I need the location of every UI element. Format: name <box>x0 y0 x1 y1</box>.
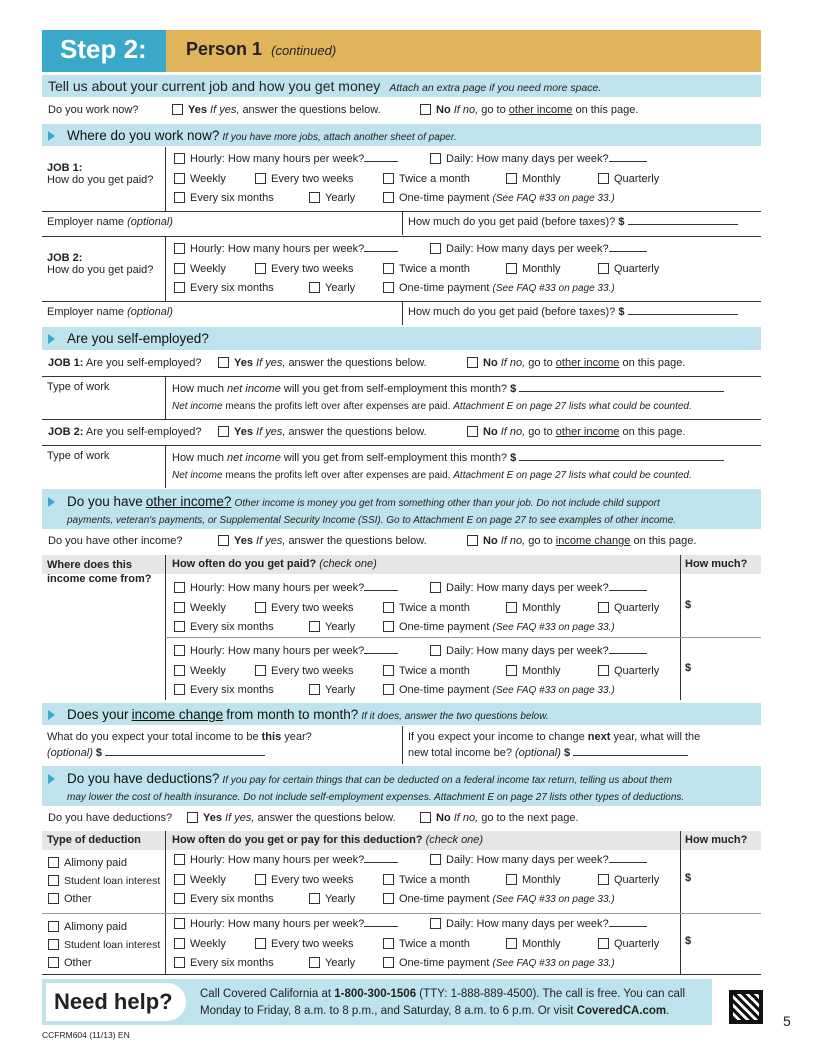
frequency-option[interactable]: Every two weeks <box>255 874 354 886</box>
checkbox[interactable] <box>218 426 229 437</box>
checkbox[interactable] <box>506 263 517 274</box>
checkbox[interactable] <box>430 645 441 656</box>
checkbox[interactable] <box>383 938 394 949</box>
frequency-option[interactable]: One-time payment (See FAQ #33 on page 33.) <box>383 282 615 294</box>
checkbox[interactable] <box>467 535 478 546</box>
frequency-option[interactable]: Yearly <box>309 621 355 633</box>
income-change-title: Does your income change from month to month? If it does, answer the two questions below. <box>42 703 761 725</box>
checkbox[interactable] <box>383 893 394 904</box>
frequency-option[interactable]: No If no, go to income change on this page. <box>467 535 696 547</box>
checkbox[interactable] <box>174 243 185 254</box>
frequency-option[interactable]: Monthly <box>506 665 561 677</box>
income-change-row: What do you expect your total income to be this year? (optional) $ If you expect your income to change next year, what will the new total income be? (optional) $ <box>42 726 761 764</box>
checkbox[interactable] <box>598 173 609 184</box>
frequency-option[interactable]: Yearly <box>309 282 355 294</box>
checkbox[interactable] <box>506 665 517 676</box>
frequency-option[interactable]: No If no, go to other income on this page. <box>467 426 685 438</box>
checkbox[interactable] <box>309 893 320 904</box>
frequency-option[interactable]: One-time payment (See FAQ #33 on page 33.) <box>383 684 615 696</box>
frequency-option[interactable]: Monthly <box>506 938 561 950</box>
frequency-option[interactable]: Quarterly <box>598 602 659 614</box>
frequency-option[interactable]: Twice a month <box>383 173 470 185</box>
frequency-option[interactable]: No If no, go to other income on this page. <box>467 357 685 369</box>
deductions-q: Do you have deductions? Yes If yes, answer the questions below. No If no, go to the next page. <box>48 812 579 824</box>
checkbox[interactable] <box>174 263 185 274</box>
checkbox[interactable] <box>174 173 185 184</box>
frequency-option[interactable]: Quarterly <box>598 263 659 275</box>
frequency-option[interactable]: Weekly <box>174 173 226 185</box>
checkbox[interactable] <box>309 957 320 968</box>
checkbox[interactable] <box>174 874 185 885</box>
help-badge: Need help? <box>46 983 186 1021</box>
frequency-option[interactable]: Every six months <box>174 192 274 204</box>
frequency-option[interactable]: Every six months <box>174 282 274 294</box>
frequency-option[interactable]: Yes If yes, answer the questions below. <box>218 535 427 547</box>
work-no-option[interactable]: No If no, go to other income on this page. <box>420 104 638 116</box>
self-employed-title: Are you self-employed? <box>42 327 761 350</box>
job1-employer-row: Employer name (optional) How much do you get paid (before taxes)? $ <box>42 211 761 235</box>
checkbox[interactable] <box>309 282 320 293</box>
qr-code-icon <box>729 990 763 1024</box>
deductions-title: Do you have deductions? If you pay for certain things that can be deducted on a federal income tax return, telling us about them may lower the cost of health insurance. Do not include self-employment expenses. Attachment E on page 27 lists other types of deductions. <box>42 766 761 806</box>
checkbox[interactable] <box>48 857 59 868</box>
checkbox[interactable] <box>383 173 394 184</box>
frequency-option[interactable]: Hourly: How many hours per week? <box>174 153 398 165</box>
checkbox[interactable] <box>172 104 183 115</box>
frequency-option[interactable]: Daily: How many days per week? <box>430 243 647 255</box>
checkbox[interactable] <box>255 874 266 885</box>
frequency-option[interactable]: Daily: How many days per week? <box>430 854 647 866</box>
checkbox[interactable] <box>174 282 185 293</box>
arrow-icon <box>48 131 55 141</box>
checkbox[interactable] <box>255 173 266 184</box>
checkbox[interactable] <box>420 104 431 115</box>
help-bar: Need help? Call Covered California at 1-800-300-1506 (TTY: 1-888-889-4500). The call is free. You can call Monday to Friday, 8 a.m. to 8 p.m., and Saturday, 8 a.m. to 6 p.m. Or visit CoveredCA.com. <box>42 979 712 1025</box>
frequency-option[interactable]: Yes If yes, answer the questions below. <box>218 357 427 369</box>
frequency-option[interactable]: Monthly <box>506 602 561 614</box>
frequency-option[interactable]: Yes If yes, answer the questions below. <box>187 812 396 824</box>
checkbox[interactable] <box>48 921 59 932</box>
checkbox[interactable] <box>48 939 59 950</box>
frequency-option[interactable]: Every two weeks <box>255 938 354 950</box>
frequency-option[interactable]: Daily: How many days per week? <box>430 153 647 165</box>
job2-block: JOB 2: How do you get paid? Hourly: How many hours per week? Daily: How many days per week? Weekly Every two weeks Twice a month Monthly Quarterly Every six months Yearly One-time payment (See FAQ #33 on page 33.) <box>42 237 761 301</box>
frequency-option[interactable]: Yes If yes, answer the questions below. <box>218 426 427 438</box>
checkbox[interactable] <box>174 957 185 968</box>
frequency-option[interactable]: Twice a month <box>383 665 470 677</box>
checkbox[interactable] <box>174 938 185 949</box>
frequency-option[interactable]: Hourly: How many hours per week? <box>174 243 398 255</box>
frequency-option[interactable]: Quarterly <box>598 938 659 950</box>
checkbox[interactable] <box>218 535 229 546</box>
frequency-option[interactable]: Hourly: How many hours per week? <box>174 582 398 594</box>
frequency-option[interactable]: One-time payment (See FAQ #33 on page 33.) <box>383 621 615 633</box>
checkbox[interactable] <box>48 875 59 886</box>
frequency-option[interactable]: Twice a month <box>383 263 470 275</box>
frequency-option[interactable]: Weekly <box>174 874 226 886</box>
continued-label: (continued) <box>271 43 337 58</box>
checkbox[interactable] <box>218 357 229 368</box>
checkbox[interactable] <box>174 854 185 865</box>
frequency-option[interactable]: Weekly <box>174 938 226 950</box>
frequency-option[interactable]: Monthly <box>506 874 561 886</box>
checkbox[interactable] <box>383 957 394 968</box>
checkbox[interactable] <box>383 263 394 274</box>
job-section-title: Tell us about your current job and how you get money Attach an extra page if you need more space. <box>42 75 761 97</box>
checkbox[interactable] <box>430 918 441 929</box>
checkbox[interactable] <box>383 192 394 203</box>
checkbox[interactable] <box>467 426 478 437</box>
frequency-option[interactable]: Yearly <box>309 684 355 696</box>
job1-block: JOB 1: How do you get paid? Hourly: How many hours per week? Daily: How many days per week? Weekly Every two weeks Twice a month Monthly Quarterly Every six months Yearly One-time payment (See FAQ #33 on page 33.) <box>42 147 761 211</box>
frequency-option[interactable]: Yearly <box>309 957 355 969</box>
frequency-option[interactable]: Hourly: How many hours per week? <box>174 854 398 866</box>
checkbox[interactable] <box>383 282 394 293</box>
checkbox[interactable] <box>506 602 517 613</box>
frequency-option[interactable]: One-time payment (See FAQ #33 on page 33.) <box>383 192 615 204</box>
checkbox[interactable] <box>174 582 185 593</box>
checkbox[interactable] <box>174 684 185 695</box>
checkbox[interactable] <box>598 665 609 676</box>
frequency-option[interactable]: Every two weeks <box>255 602 354 614</box>
checkbox[interactable] <box>430 854 441 865</box>
checkbox[interactable] <box>174 645 185 656</box>
checkbox[interactable] <box>598 938 609 949</box>
other-income-title: Do you have other income? Other income is money you get from something other than your job. Do not include child support payments, veteran's payments, or Supplemental Security Income (SSI). Go to Attachment E on page 27 to see examples of other income. <box>42 489 761 529</box>
frequency-option[interactable]: Weekly <box>174 665 226 677</box>
frequency-option[interactable]: Every six months <box>174 957 274 969</box>
frequency-option[interactable]: Twice a month <box>383 602 470 614</box>
frequency-option[interactable]: Every six months <box>174 893 274 905</box>
frequency-option[interactable]: Every six months <box>174 621 274 633</box>
checkbox[interactable] <box>309 621 320 632</box>
frequency-option[interactable]: Every two weeks <box>255 173 354 185</box>
frequency-option[interactable]: Every six months <box>174 684 274 696</box>
checkbox[interactable] <box>383 874 394 885</box>
checkbox[interactable] <box>174 665 185 676</box>
frequency-option[interactable]: Twice a month <box>383 874 470 886</box>
checkbox[interactable] <box>467 357 478 368</box>
frequency-option[interactable]: Hourly: How many hours per week? <box>174 645 398 657</box>
checkbox[interactable] <box>174 893 185 904</box>
frequency-option[interactable]: No If no, go to the next page. <box>420 812 579 824</box>
checkbox[interactable] <box>430 153 441 164</box>
frequency-option[interactable]: Yearly <box>309 192 355 204</box>
frequency-option[interactable]: Hourly: How many hours per week? <box>174 918 398 930</box>
checkbox[interactable] <box>174 153 185 164</box>
checkbox[interactable] <box>506 173 517 184</box>
frequency-option[interactable]: One-time payment (See FAQ #33 on page 33.) <box>383 893 615 905</box>
checkbox[interactable] <box>383 684 394 695</box>
checkbox[interactable] <box>187 812 198 823</box>
checkbox[interactable] <box>430 582 441 593</box>
other-income-q: Do you have other income? Yes If yes, answer the questions below. No If no, go to income change on this page. <box>48 535 697 547</box>
frequency-option[interactable]: Quarterly <box>598 665 659 677</box>
deductions-table: Type of deduction How often do you get or pay for this deduction? (check one) How much? Alimony paid Student loan interest Other Hourly: How many hours per week? Daily: How many days per week? Weekly Every two weeks Twice a month Monthly Quarterly Every six months Yearly One-time payment (See FAQ #33 on page 33.) $ Alimony paid Student loan interest Other Hourly: How many hours per week? Daily: How many days per week? Weekly Every two weeks Twice a month Monthly Quarterly Every six months Yearly One-time payment (See FAQ #33 on page 33.) $ <box>42 831 761 974</box>
page-number: 5 <box>783 1013 791 1029</box>
self-job2-net: Type of work How much net income will you get from self-employment this month? $ Net income means the profits left over after expenses are paid. Attachment E on page 27 lists what could be counted. <box>42 446 761 488</box>
checkbox[interactable] <box>174 621 185 632</box>
person-title: Person 1 <box>186 39 263 59</box>
self-job1-net: Type of work How much net income will you get from self-employment this month? $ Net income means the profits left over after expenses are paid. Attachment E on page 27 lists what could be counted. <box>42 377 761 419</box>
frequency-option[interactable]: Monthly <box>506 173 561 185</box>
checkbox[interactable] <box>309 192 320 203</box>
checkbox[interactable] <box>174 918 185 929</box>
checkbox[interactable] <box>48 893 59 904</box>
frequency-option[interactable]: Weekly <box>174 263 226 275</box>
frequency-option[interactable]: Quarterly <box>598 874 659 886</box>
checkbox[interactable] <box>430 243 441 254</box>
checkbox[interactable] <box>598 602 609 613</box>
frequency-option[interactable]: Every two weeks <box>255 665 354 677</box>
checkbox[interactable] <box>255 665 266 676</box>
frequency-option[interactable]: Weekly <box>174 602 226 614</box>
checkbox[interactable] <box>598 263 609 274</box>
checkbox[interactable] <box>174 602 185 613</box>
checkbox[interactable] <box>598 874 609 885</box>
checkbox[interactable] <box>48 957 59 968</box>
frequency-option[interactable]: Monthly <box>506 263 561 275</box>
checkbox[interactable] <box>383 602 394 613</box>
checkbox[interactable] <box>255 263 266 274</box>
checkbox[interactable] <box>383 665 394 676</box>
checkbox[interactable] <box>506 938 517 949</box>
frequency-option[interactable]: Every two weeks <box>255 263 354 275</box>
checkbox[interactable] <box>174 192 185 203</box>
checkbox[interactable] <box>383 621 394 632</box>
checkbox[interactable] <box>255 938 266 949</box>
checkbox[interactable] <box>255 602 266 613</box>
frequency-option[interactable]: Yearly <box>309 893 355 905</box>
job1-freq <box>174 153 754 211</box>
self-job2-q: JOB 2: Are you self-employed? Yes If yes, answer the questions below. No If no, go to other income on this page. <box>48 426 686 438</box>
checkbox[interactable] <box>309 684 320 695</box>
frequency-option[interactable]: Twice a month <box>383 938 470 950</box>
checkbox[interactable] <box>420 812 431 823</box>
job2-employer-row: Employer name (optional) How much do you get paid (before taxes)? $ <box>42 301 761 325</box>
work-now-row: Do you work now? Yes If yes, answer the questions below. No If no, go to other income on this page. <box>48 104 639 116</box>
frequency-option[interactable]: Daily: How many days per week? <box>430 645 647 657</box>
self-job1-q: JOB 1: Are you self-employed? Yes If yes, answer the questions below. No If no, go to other income on this page. <box>48 357 686 369</box>
where-work-title: Where do you work now? If you have more jobs, attach another sheet of paper. <box>42 124 761 146</box>
person-banner <box>166 30 761 72</box>
frequency-option[interactable]: Quarterly <box>598 173 659 185</box>
checkbox[interactable] <box>506 874 517 885</box>
form-code: CCFRM604 (11/13) EN <box>42 1030 130 1040</box>
frequency-option[interactable]: Daily: How many days per week? <box>430 918 647 930</box>
frequency-option[interactable]: One-time payment (See FAQ #33 on page 33.) <box>383 957 615 969</box>
frequency-option[interactable]: Daily: How many days per week? <box>430 582 647 594</box>
work-yes-option[interactable]: Yes If yes, answer the questions below. <box>172 104 381 116</box>
step-badge: Step 2: <box>42 30 166 72</box>
other-income-table: Where does this income come from? How often do you get paid? (check one) How much? Hourly: How many hours per week? Daily: How many days per week? Weekly Every two weeks Twice a month Monthly Quarterly Every six months Yearly One-time payment (See FAQ #33 on page 33.) $ Hourly: How many hours per week? Daily: How many days per week? Weekly Every two weeks Twice a month Monthly Quarterly Every six months Yearly One-time payment (See FAQ #33 on page 33.) $ <box>42 555 761 700</box>
